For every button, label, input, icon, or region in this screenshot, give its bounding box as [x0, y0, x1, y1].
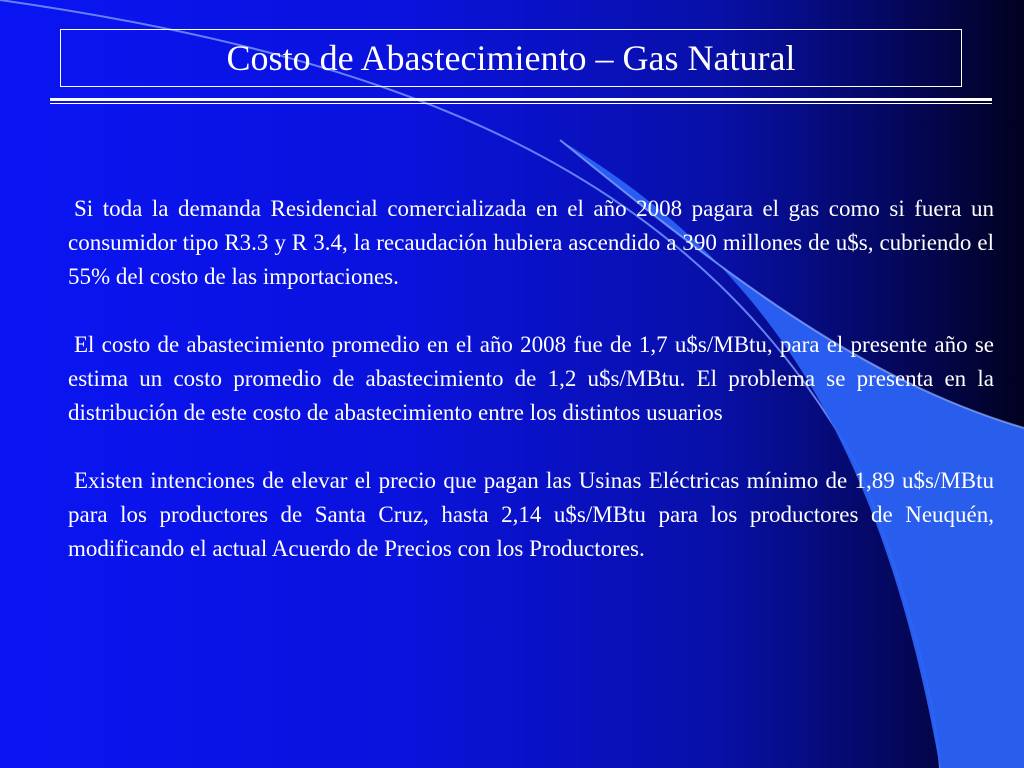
title-underline-thick: [50, 98, 992, 101]
slide-body: [68, 192, 994, 600]
body-paragraph-3: Existen intenciones de elevar el precio que pagan las Usinas Eléctricas mínimo de 1,89 u$s/MBtu para los productores de Santa Cruz, hasta 2,14 u$s/MBtu para los productores de Neuquén, modificando el actual Acuerdo de Precios con los Productores.: [68, 468, 994, 561]
body-paragraph-2: El costo de abastecimiento promedio en el año 2008 fue de 1,7 u$s/MBtu, para el presente año se estima un costo promedio de abastecimiento de 1,2 u$s/MBtu. El problema se presenta en la distribución de este costo de abastecimiento entre los distintos usuarios: [68, 332, 994, 425]
title-frame: [60, 29, 962, 87]
slide-title: Costo de Abastecimiento – Gas Natural: [226, 38, 796, 78]
title-underline-thin: [50, 103, 992, 104]
body-paragraph-1: Si toda la demanda Residencial comercializada en el año 2008 pagara el gas como si fuera un consumidor tipo R3.3 y R 3.4, la recaudación hubiera ascendido a 390 millones de u$s, cubriendo el 55% del costo de las importaciones.: [68, 196, 994, 289]
